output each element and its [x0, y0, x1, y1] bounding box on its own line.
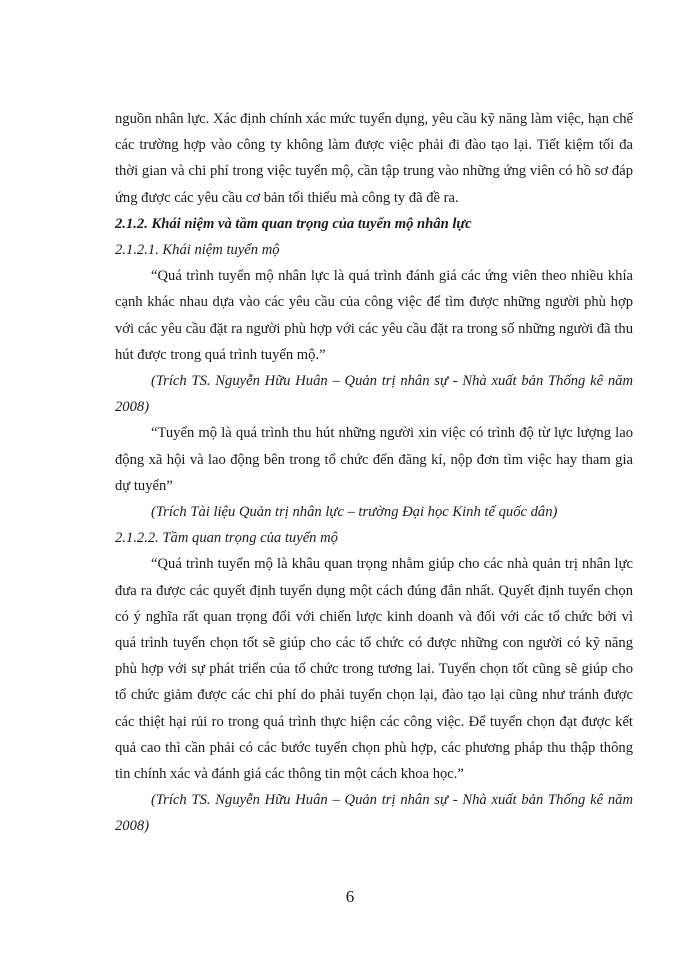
- quote-paragraph-3: “Quá trình tuyển mộ là khâu quan trọng nhằm giúp cho các nhà quản trị nhân lực đưa ra được các quyết định tuyển dụng một cách đúng đắn nhất. Quyết định tuyển chọn có ý nghĩa rất quan trọng đối với chiến lược kinh doanh và đối với các tổ chức bởi vì quá trình tuyển chọn tốt sẽ giúp cho các tổ chức có được những con người có kỹ năng phù hợp với sự phát triển của tổ chức trong tương lai. Tuyển chọn tốt cũng sẽ giúp cho tổ chức giảm được các chi phí do phải tuyển chọn lại, đào tạo lại cũng như tránh được các thiệt hại rủi ro trong quá trình thực hiện các công việc. Để tuyển chọn đạt được kết quả cao thì cần phải có các bước tuyển chọn phù hợp, các phương pháp thu thập thông tin chính xác và đánh giá các thông tin một cách khoa học.”: [115, 556, 633, 783]
- section-heading-2-1-2: 2.1.2. Khái niệm và tầm quan trọng của tuyển mộ nhân lực: [115, 215, 472, 232]
- page-body: [115, 106, 633, 840]
- citation-3: (Trích TS. Nguyễn Hữu Huân – Quản trị nhân sự - Nhà xuất bản Thống kê năm 2008): [115, 792, 633, 835]
- subsection-heading-2-1-2-2: 2.1.2.2. Tầm quan trọng của tuyển mộ: [115, 530, 338, 547]
- page-number: 6: [345, 887, 355, 906]
- quote-paragraph-1: “Quá trình tuyển mộ nhân lực là quá trình đánh giá các ứng viên theo nhiều khía cạnh khác nhau dựa vào các yêu cầu của công việc để tìm được những người phù hợp với các yêu cầu đặt ra người phù hợp với các yêu cầu đặt ra trong số những người đã thu hút được trong quá trình tuyển mộ.”: [115, 268, 633, 363]
- intro-paragraph: nguồn nhân lực. Xác định chính xác mức tuyển dụng, yêu cầu kỹ năng làm việc, hạn chế các trường hợp vào công ty không làm được việc phải đi đào tạo lại. Tiết kiệm tối đa thời gian và chi phí trong việc tuyển mộ, cần tập trung vào những ứng viên có hồ sơ đáp ứng được các yêu cầu cơ bản tối thiểu mà công ty đã đề ra.: [115, 111, 633, 206]
- citation-2: (Trích Tài liệu Quản trị nhân lực – trường Đại học Kinh tế quốc dân): [151, 504, 558, 521]
- quote-paragraph-2: “Tuyển mộ là quá trình thu hút những người xin việc có trình độ từ lực lượng lao động xã hội và lao động bên trong tổ chức đến đăng kí, nộp đơn tìm việc hay tham gia dự tuyển”: [115, 425, 633, 494]
- subsection-heading-2-1-2-1: 2.1.2.1. Khái niệm tuyển mộ: [115, 242, 280, 259]
- citation-1: (Trích TS. Nguyễn Hữu Huân – Quản trị nhân sự - Nhà xuất bản Thống kê năm 2008): [115, 373, 633, 416]
